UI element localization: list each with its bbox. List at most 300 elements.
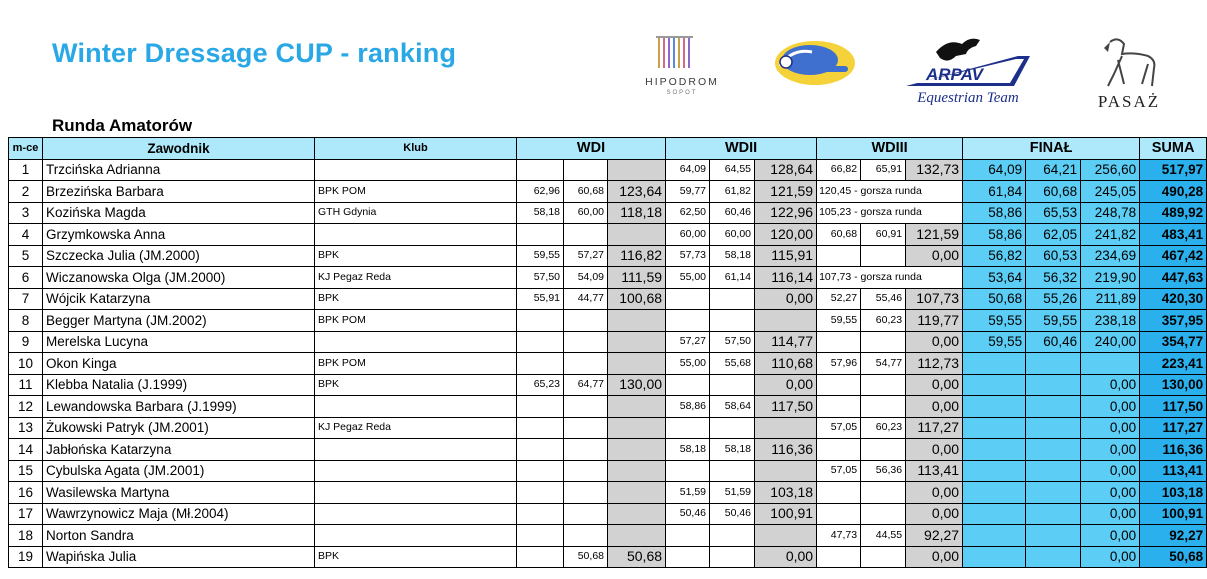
wdiii-score1-cell: 57,05 <box>817 417 861 439</box>
wdi-score1-cell: 59,55 <box>517 245 564 267</box>
wdiii-total-cell: 0,00 <box>906 396 963 418</box>
wdii-score1-cell <box>666 546 710 568</box>
final-total-cell: 0,00 <box>1081 439 1140 461</box>
wdiii-total-cell: 107,73 <box>906 288 963 310</box>
final-score1-cell <box>963 417 1026 439</box>
rider-name-cell: Merelska Lucyna <box>43 331 315 353</box>
wdii-score2-cell: 61,82 <box>710 181 755 203</box>
wdii-score2-cell: 57,50 <box>710 331 755 353</box>
wdii-score2-cell <box>710 374 755 396</box>
wdiii-score2-cell <box>861 482 906 504</box>
wdii-total-cell: 103,18 <box>755 482 817 504</box>
suma-cell: 130,00 <box>1140 374 1207 396</box>
final-score1-cell <box>963 525 1026 547</box>
final-total-cell: 219,90 <box>1081 267 1140 289</box>
club-cell <box>315 439 517 461</box>
wdi-score2-cell: 60,68 <box>564 181 608 203</box>
suma-cell: 354,77 <box>1140 331 1207 353</box>
wdi-total-cell: 116,82 <box>608 245 666 267</box>
suma-cell: 447,63 <box>1140 267 1207 289</box>
rider-name-cell: Klebba Natalia (J.1999) <box>43 374 315 396</box>
wdii-score1-cell: 57,27 <box>666 331 710 353</box>
wdi-score2-cell <box>564 503 608 525</box>
wdi-score1-cell <box>517 396 564 418</box>
final-score1-cell: 53,64 <box>963 267 1026 289</box>
arpav-horse-icon <box>896 34 1036 90</box>
wdii-score1-cell: 59,77 <box>666 181 710 203</box>
wdi-score1-cell: 65,23 <box>517 374 564 396</box>
wdi-score1-cell <box>517 439 564 461</box>
table-row <box>9 482 1207 504</box>
table-row <box>9 181 1207 203</box>
wdii-score1-cell: 62,50 <box>666 202 710 224</box>
wdii-score2-cell: 51,59 <box>710 482 755 504</box>
arpav-subtitle: Equestrian Team <box>917 90 1019 106</box>
wdii-score2-cell: 58,18 <box>710 245 755 267</box>
wdi-score1-cell <box>517 310 564 332</box>
wdi-score2-cell <box>564 159 608 181</box>
wdi-score2-cell: 60,00 <box>564 202 608 224</box>
wdi-score1-cell <box>517 224 564 246</box>
suma-cell: 490,28 <box>1140 181 1207 203</box>
wdiii-total-cell: 0,00 <box>906 439 963 461</box>
rider-name-cell: Norton Sandra <box>43 525 315 547</box>
final-score2-cell <box>1026 503 1081 525</box>
wdiii-score1-cell: 66,82 <box>817 159 861 181</box>
header-club: Klub <box>315 138 517 160</box>
table-row <box>9 202 1207 224</box>
wdi-score1-cell <box>517 331 564 353</box>
final-score2-cell: 55,26 <box>1026 288 1081 310</box>
wdi-total-cell <box>608 460 666 482</box>
wdii-total-cell <box>755 525 817 547</box>
suma-cell: 467,42 <box>1140 245 1207 267</box>
table-row <box>9 374 1207 396</box>
wdiii-score1-cell <box>817 439 861 461</box>
wdii-score1-cell: 50,46 <box>666 503 710 525</box>
final-score1-cell <box>963 482 1026 504</box>
wdi-score2-cell <box>564 460 608 482</box>
wdiii-total-cell: 0,00 <box>906 331 963 353</box>
wdi-score2-cell <box>564 482 608 504</box>
wdii-score1-cell <box>666 417 710 439</box>
final-total-cell: 238,18 <box>1081 310 1140 332</box>
final-score1-cell <box>963 439 1026 461</box>
table-row <box>9 439 1207 461</box>
place-cell: 13 <box>9 417 43 439</box>
wdi-score1-cell: 57,50 <box>517 267 564 289</box>
wdiii-score2-cell: 60,23 <box>861 417 906 439</box>
final-score2-cell: 64,21 <box>1026 159 1081 181</box>
wdi-total-cell <box>608 525 666 547</box>
rider-name-cell: Brzezińska Barbara <box>43 181 315 203</box>
final-score2-cell <box>1026 525 1081 547</box>
club-cell <box>315 331 517 353</box>
rider-name-cell: Szczecka Julia (JM.2000) <box>43 245 315 267</box>
club-cell: BPK <box>315 374 517 396</box>
wdiii-score2-cell: 44,55 <box>861 525 906 547</box>
suma-cell: 357,95 <box>1140 310 1207 332</box>
wdiii-score2-cell <box>861 396 906 418</box>
wdii-score2-cell <box>710 417 755 439</box>
wdii-score1-cell: 58,86 <box>666 396 710 418</box>
rider-name-cell: Wasilewska Martyna <box>43 482 315 504</box>
final-total-cell: 0,00 <box>1081 374 1140 396</box>
rider-name-cell: Wiczanowska Olga (JM.2000) <box>43 267 315 289</box>
wdiii-score2-cell: 60,91 <box>861 224 906 246</box>
wdiii-score2-cell: 65,91 <box>861 159 906 181</box>
final-score2-cell: 60,46 <box>1026 331 1081 353</box>
wdiii-score1-cell <box>817 396 861 418</box>
wdiii-score2-cell <box>861 546 906 568</box>
final-score2-cell <box>1026 353 1081 375</box>
final-total-cell: 0,00 <box>1081 546 1140 568</box>
wdii-total-cell: 116,36 <box>755 439 817 461</box>
wdii-total-cell: 100,91 <box>755 503 817 525</box>
table-row <box>9 310 1207 332</box>
final-score1-cell <box>963 460 1026 482</box>
wdii-total-cell <box>755 310 817 332</box>
final-score2-cell <box>1026 439 1081 461</box>
rider-name-cell: Wapińska Julia <box>43 546 315 568</box>
pasaz-name: PASAŻ <box>1097 92 1161 111</box>
wdii-score2-cell: 60,46 <box>710 202 755 224</box>
wdii-score2-cell: 60,00 <box>710 224 755 246</box>
final-total-cell: 0,00 <box>1081 482 1140 504</box>
table-row <box>9 417 1207 439</box>
wdi-score1-cell: 55,91 <box>517 288 564 310</box>
rider-name-cell: Żukowski Patryk (JM.2001) <box>43 417 315 439</box>
suma-cell: 420,30 <box>1140 288 1207 310</box>
place-cell: 16 <box>9 482 43 504</box>
place-cell: 10 <box>9 353 43 375</box>
wdii-total-cell: 121,59 <box>755 181 817 203</box>
place-cell: 8 <box>9 310 43 332</box>
wdii-score2-cell <box>710 288 755 310</box>
rider-name-cell: Grzymkowska Anna <box>43 224 315 246</box>
wdi-score2-cell <box>564 396 608 418</box>
pasaz-horse-icon <box>1082 34 1176 92</box>
wdii-score2-cell: 61,14 <box>710 267 755 289</box>
wdi-score2-cell <box>564 439 608 461</box>
club-cell: BPK <box>315 245 517 267</box>
final-score2-cell <box>1026 417 1081 439</box>
wdiii-score1-cell <box>817 331 861 353</box>
winter-cup-logo <box>772 38 858 88</box>
final-score1-cell: 58,86 <box>963 202 1026 224</box>
place-cell: 3 <box>9 202 43 224</box>
wdi-score2-cell <box>564 525 608 547</box>
place-cell: 9 <box>9 331 43 353</box>
table-row <box>9 503 1207 525</box>
final-total-cell: 0,00 <box>1081 503 1140 525</box>
table-row <box>9 353 1207 375</box>
club-cell <box>315 525 517 547</box>
wdi-score1-cell <box>517 503 564 525</box>
header-place: m-ce <box>9 138 43 160</box>
wdi-total-cell <box>608 353 666 375</box>
place-cell: 4 <box>9 224 43 246</box>
header-wdiii: WDIII <box>817 138 963 160</box>
suma-cell: 103,18 <box>1140 482 1207 504</box>
suma-cell: 113,41 <box>1140 460 1207 482</box>
club-cell <box>315 224 517 246</box>
place-cell: 5 <box>9 245 43 267</box>
wdiii-score2-cell <box>861 245 906 267</box>
wdii-total-cell: 117,50 <box>755 396 817 418</box>
wdiii-total-cell: 132,73 <box>906 159 963 181</box>
suma-cell: 223,41 <box>1140 353 1207 375</box>
rider-name-cell: Wójcik Katarzyna <box>43 288 315 310</box>
wdii-score1-cell <box>666 374 710 396</box>
wdi-total-cell <box>608 503 666 525</box>
section-title: Runda Amatorów <box>52 116 193 135</box>
wdi-total-cell: 130,00 <box>608 374 666 396</box>
place-cell: 18 <box>9 525 43 547</box>
wdi-total-cell: 111,59 <box>608 267 666 289</box>
hipodrom-name: HIPODROM <box>645 76 719 88</box>
final-total-cell: 0,00 <box>1081 525 1140 547</box>
wdi-score2-cell <box>564 353 608 375</box>
table-row <box>9 460 1207 482</box>
final-score2-cell <box>1026 374 1081 396</box>
wdi-score1-cell <box>517 417 564 439</box>
wdi-total-cell <box>608 310 666 332</box>
wdiii-total-cell: 0,00 <box>906 546 963 568</box>
table-row <box>9 224 1207 246</box>
final-score2-cell <box>1026 482 1081 504</box>
table-row <box>9 525 1207 547</box>
wdiii-total-cell: 119,77 <box>906 310 963 332</box>
wdii-total-cell: 0,00 <box>755 546 817 568</box>
wdi-score2-cell <box>564 331 608 353</box>
ranking-table <box>8 137 1207 568</box>
wdi-score1-cell <box>517 482 564 504</box>
final-score1-cell: 64,09 <box>963 159 1026 181</box>
wdii-score2-cell: 64,55 <box>710 159 755 181</box>
wdiii-note-cell: 107,73 - gorsza runda <box>817 267 963 289</box>
wdii-score1-cell: 51,59 <box>666 482 710 504</box>
rider-name-cell: Kozińska Magda <box>43 202 315 224</box>
wdiii-score1-cell: 47,73 <box>817 525 861 547</box>
place-cell: 2 <box>9 181 43 203</box>
final-total-cell: 0,00 <box>1081 417 1140 439</box>
place-cell: 15 <box>9 460 43 482</box>
rider-name-cell: Lewandowska Barbara (J.1999) <box>43 396 315 418</box>
wdiii-note-cell: 120,45 - gorsza runda <box>817 181 963 203</box>
table-row <box>9 331 1207 353</box>
hipodrom-columns-icon <box>636 34 728 76</box>
wdi-total-cell: 118,18 <box>608 202 666 224</box>
rider-name-cell: Okon Kinga <box>43 353 315 375</box>
club-cell: BPK POM <box>315 353 517 375</box>
wdiii-score1-cell <box>817 245 861 267</box>
table-row <box>9 245 1207 267</box>
header-wdi: WDI <box>517 138 666 160</box>
final-score2-cell: 60,68 <box>1026 181 1081 203</box>
suma-cell: 117,27 <box>1140 417 1207 439</box>
wdi-score2-cell: 44,77 <box>564 288 608 310</box>
suma-cell: 517,97 <box>1140 159 1207 181</box>
wdi-score2-cell: 50,68 <box>564 546 608 568</box>
hipodrom-logo <box>636 34 728 104</box>
rider-name-cell: Cybulska Agata (JM.2001) <box>43 460 315 482</box>
final-total-cell: 248,78 <box>1081 202 1140 224</box>
wdii-score2-cell: 58,18 <box>710 439 755 461</box>
wdii-total-cell: 128,64 <box>755 159 817 181</box>
final-score2-cell <box>1026 546 1081 568</box>
final-total-cell: 0,00 <box>1081 460 1140 482</box>
wdii-score2-cell <box>710 310 755 332</box>
final-score2-cell: 60,53 <box>1026 245 1081 267</box>
wdii-total-cell <box>755 460 817 482</box>
final-total-cell: 245,05 <box>1081 181 1140 203</box>
wdii-total-cell: 115,91 <box>755 245 817 267</box>
place-cell: 14 <box>9 439 43 461</box>
place-cell: 6 <box>9 267 43 289</box>
wdi-total-cell <box>608 396 666 418</box>
club-cell: KJ Pegaz Reda <box>315 267 517 289</box>
wdi-score2-cell <box>564 417 608 439</box>
final-total-cell <box>1081 353 1140 375</box>
wdi-score1-cell <box>517 525 564 547</box>
wdiii-score2-cell: 60,23 <box>861 310 906 332</box>
header-rider: Zawodnik <box>43 138 315 160</box>
suma-cell: 100,91 <box>1140 503 1207 525</box>
final-score1-cell: 61,84 <box>963 181 1026 203</box>
wdii-score1-cell: 64,09 <box>666 159 710 181</box>
wdiii-total-cell: 121,59 <box>906 224 963 246</box>
rider-name-cell: Jabłońska Katarzyna <box>43 439 315 461</box>
final-total-cell: 211,89 <box>1081 288 1140 310</box>
wdii-total-cell: 114,77 <box>755 331 817 353</box>
wdiii-score1-cell <box>817 374 861 396</box>
club-cell <box>315 159 517 181</box>
final-total-cell: 0,00 <box>1081 396 1140 418</box>
wdiii-score1-cell: 59,55 <box>817 310 861 332</box>
final-score2-cell: 62,05 <box>1026 224 1081 246</box>
wdii-score1-cell: 55,00 <box>666 353 710 375</box>
wdii-score1-cell <box>666 310 710 332</box>
ranking-body <box>9 159 1207 568</box>
wdii-total-cell: 0,00 <box>755 288 817 310</box>
wdii-score2-cell: 55,68 <box>710 353 755 375</box>
wdi-score1-cell <box>517 353 564 375</box>
wdii-total-cell <box>755 417 817 439</box>
wdiii-total-cell: 92,27 <box>906 525 963 547</box>
final-score1-cell: 58,86 <box>963 224 1026 246</box>
wdiii-note-cell: 105,23 - gorsza runda <box>817 202 963 224</box>
wdi-score2-cell <box>564 224 608 246</box>
place-cell: 19 <box>9 546 43 568</box>
wdii-total-cell: 110,68 <box>755 353 817 375</box>
final-score1-cell <box>963 353 1026 375</box>
wdii-total-cell: 120,00 <box>755 224 817 246</box>
winter-cup-emblem-icon <box>772 38 858 88</box>
final-score2-cell: 59,55 <box>1026 310 1081 332</box>
table-row <box>9 267 1207 289</box>
header-final: FINAŁ <box>963 138 1140 160</box>
rider-name-cell: Wawrzynowicz Maja (Mł.2004) <box>43 503 315 525</box>
wdii-total-cell: 122,96 <box>755 202 817 224</box>
club-cell: BPK POM <box>315 310 517 332</box>
wdiii-total-cell: 0,00 <box>906 245 963 267</box>
table-row <box>9 546 1207 568</box>
wdiii-total-cell: 0,00 <box>906 482 963 504</box>
suma-cell: 92,27 <box>1140 525 1207 547</box>
wdii-score2-cell: 58,64 <box>710 396 755 418</box>
header-wdii: WDII <box>666 138 817 160</box>
final-score1-cell <box>963 503 1026 525</box>
wdii-score1-cell: 58,18 <box>666 439 710 461</box>
final-total-cell: 234,69 <box>1081 245 1140 267</box>
wdi-score1-cell <box>517 159 564 181</box>
final-score1-cell <box>963 396 1026 418</box>
wdiii-total-cell: 117,27 <box>906 417 963 439</box>
wdiii-score1-cell: 52,27 <box>817 288 861 310</box>
wdii-score1-cell <box>666 525 710 547</box>
table-row <box>9 288 1207 310</box>
club-cell <box>315 503 517 525</box>
wdii-total-cell: 0,00 <box>755 374 817 396</box>
wdii-score1-cell: 55,00 <box>666 267 710 289</box>
final-total-cell: 240,00 <box>1081 331 1140 353</box>
wdiii-score1-cell <box>817 546 861 568</box>
arpav-wordmark: ARPAV <box>926 65 983 84</box>
place-cell: 12 <box>9 396 43 418</box>
suma-cell: 50,68 <box>1140 546 1207 568</box>
wdii-score1-cell <box>666 460 710 482</box>
wdiii-score1-cell <box>817 503 861 525</box>
wdiii-score2-cell: 55,46 <box>861 288 906 310</box>
wdii-score2-cell: 50,46 <box>710 503 755 525</box>
arpav-logo <box>896 34 1036 110</box>
club-cell <box>315 482 517 504</box>
wdii-score2-cell <box>710 546 755 568</box>
place-cell: 17 <box>9 503 43 525</box>
club-cell <box>315 396 517 418</box>
club-cell: GTH Gdynia <box>315 202 517 224</box>
final-total-cell: 241,82 <box>1081 224 1140 246</box>
club-cell: BPK <box>315 546 517 568</box>
hipodrom-sub: SOPOT <box>666 90 698 96</box>
final-score2-cell: 56,32 <box>1026 267 1081 289</box>
wdii-score2-cell <box>710 525 755 547</box>
wdiii-score1-cell <box>817 482 861 504</box>
wdiii-score2-cell <box>861 439 906 461</box>
final-score1-cell <box>963 546 1026 568</box>
final-score1-cell: 59,55 <box>963 310 1026 332</box>
wdii-score1-cell <box>666 288 710 310</box>
rider-name-cell: Begger Martyna (JM.2002) <box>43 310 315 332</box>
table-row <box>9 396 1207 418</box>
final-total-cell: 256,60 <box>1081 159 1140 181</box>
wdi-score2-cell: 54,09 <box>564 267 608 289</box>
wdiii-score2-cell <box>861 374 906 396</box>
table-row <box>9 159 1207 181</box>
place-cell: 1 <box>9 159 43 181</box>
wdi-total-cell: 50,68 <box>608 546 666 568</box>
final-score2-cell <box>1026 396 1081 418</box>
wdii-total-cell: 116,14 <box>755 267 817 289</box>
wdiii-total-cell: 0,00 <box>906 503 963 525</box>
wdiii-score2-cell: 54,77 <box>861 353 906 375</box>
wdi-total-cell <box>608 482 666 504</box>
wdiii-total-cell: 112,73 <box>906 353 963 375</box>
final-score2-cell: 65,53 <box>1026 202 1081 224</box>
wdiii-score1-cell: 57,96 <box>817 353 861 375</box>
page-title: Winter Dressage CUP - ranking <box>52 38 457 68</box>
